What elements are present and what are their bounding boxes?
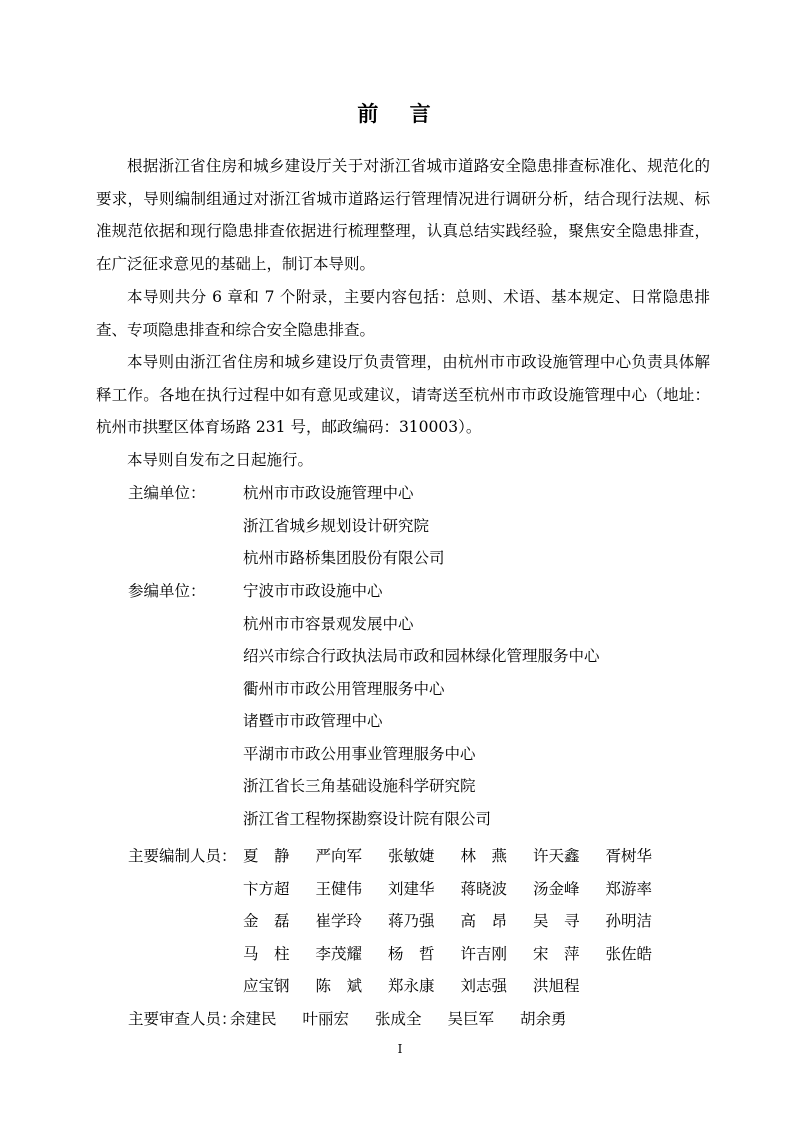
main-editors-grid bbox=[243, 840, 678, 1003]
editor-name: 崔学玲 bbox=[315, 912, 363, 930]
editor-name: 宋 萍 bbox=[533, 944, 580, 963]
main-editors-label: 主要编制人员： bbox=[128, 847, 237, 865]
chief-units-label: 主编单位： bbox=[128, 484, 206, 502]
editor-name: 林 燕 bbox=[460, 847, 508, 865]
participating-unit-item: 衢州市市政公用管理服务中心 bbox=[243, 679, 445, 698]
participating-unit-item: 绍兴市综合行政执法局市政和园林绿化管理服务中心 bbox=[243, 647, 600, 665]
editor-name: 蒋乃强 bbox=[388, 912, 435, 930]
editor-name: 张敏婕 bbox=[388, 847, 435, 865]
editor-name: 杨 哲 bbox=[388, 944, 435, 963]
chief-units-list bbox=[243, 477, 445, 575]
editor-name: 李茂耀 bbox=[315, 944, 363, 963]
participating-unit-item: 平湖市市政公用事业管理服务中心 bbox=[243, 744, 476, 763]
editor-name: 洪旭程 bbox=[533, 977, 580, 995]
participating-unit-item: 浙江省工程物探勘察设计院有限公司 bbox=[243, 809, 492, 828]
chief-unit-item: 杭州市路桥集团股份有限公司 bbox=[243, 549, 445, 567]
editor-name: 吴 寻 bbox=[533, 912, 580, 930]
editor-name: 刘志强 bbox=[460, 977, 508, 995]
editor-name: 孙明洁 bbox=[605, 912, 653, 930]
editor-name: 马 柱 bbox=[243, 944, 290, 963]
editor-name: 严向军 bbox=[315, 847, 363, 865]
editor-name: 高 昂 bbox=[460, 912, 508, 930]
page-number: I bbox=[397, 1042, 403, 1056]
preface-paragraph-2: 本导则共分 6 章和 7 个附录，主要内容包括：总则、术语、基本规定、日常隐患排查、专项隐患排查和综合安全隐患排查。 bbox=[96, 288, 710, 339]
main-reviewers-grid bbox=[230, 1003, 593, 1036]
editor-name: 许吉刚 bbox=[460, 944, 508, 963]
reviewer-row bbox=[230, 1003, 593, 1036]
participating-units-list bbox=[243, 575, 600, 835]
editor-name: 夏 静 bbox=[243, 847, 290, 865]
editor-name: 胥树华 bbox=[605, 847, 653, 865]
preface-paragraph-1: 根据浙江省住房和城乡建设厅关于对浙江省城市道路安全隐患排查标准化、规范化的要求，导则编制组通过对浙江省城市道路运行管理情况进行调研分析，结合现行法规、标准规范依据和现行隐患排查依据进行梳理整理，认真总结实践经验，聚焦安全隐患排查，在广泛征求意见的基础上，制订本导则。 bbox=[96, 157, 710, 273]
participating-unit-item: 诸暨市市政管理中心 bbox=[243, 712, 383, 730]
editor-name: 应宝钢 bbox=[243, 977, 290, 995]
editor-row bbox=[243, 905, 678, 938]
reviewer-name: 吴巨军 bbox=[447, 1010, 495, 1028]
editor-name: 张佐皓 bbox=[605, 944, 653, 963]
preface-paragraph-4: 本导则自发布之日起施行。 bbox=[127, 451, 314, 469]
participating-unit-item: 浙江省长三角基础设施科学研究院 bbox=[243, 777, 476, 795]
chief-unit-item: 浙江省城乡规划设计研究院 bbox=[243, 516, 430, 535]
reviewer-name: 胡余勇 bbox=[520, 1010, 567, 1028]
editor-name: 刘建华 bbox=[388, 879, 435, 898]
editor-row bbox=[243, 840, 678, 873]
editor-name: 王健伟 bbox=[315, 879, 363, 898]
editor-name: 郑游率 bbox=[605, 879, 653, 898]
reviewer-name: 余建民 bbox=[230, 1010, 277, 1028]
editor-name: 蒋晓波 bbox=[460, 879, 508, 898]
editor-name: 许天鑫 bbox=[533, 847, 580, 865]
participating-unit-item: 杭州市市容景观发展中心 bbox=[243, 614, 414, 633]
editor-name: 陈 斌 bbox=[315, 977, 363, 995]
participating-units-label: 参编单位： bbox=[128, 582, 206, 600]
editor-name: 卞方超 bbox=[243, 879, 290, 898]
editor-name: 郑永康 bbox=[388, 977, 435, 995]
editor-row bbox=[243, 970, 678, 1003]
editor-row bbox=[243, 873, 678, 906]
editor-name: 金 磊 bbox=[243, 912, 290, 930]
preface-paragraph-3: 本导则由浙江省住房和城乡建设厅负责管理，由杭州市市政设施管理中心负责具体解释工作。各地在执行过程中如有意见或建议，请寄送至杭州市市政设施管理中心（地址：杭州市拱墅区体育场路 231 号，邮政编码：310003）。 bbox=[96, 353, 710, 436]
chief-unit-item: 杭州市市政设施管理中心 bbox=[243, 484, 414, 502]
editor-name: 汤金峰 bbox=[533, 879, 580, 898]
reviewer-name: 张成全 bbox=[375, 1010, 422, 1028]
page-title: 前 言 bbox=[357, 101, 443, 126]
participating-unit-item: 宁波市市政设施中心 bbox=[243, 582, 383, 600]
reviewer-name: 叶丽宏 bbox=[302, 1010, 350, 1028]
main-reviewers-label: 主要审查人员： bbox=[128, 1010, 237, 1028]
editor-row bbox=[243, 938, 678, 971]
